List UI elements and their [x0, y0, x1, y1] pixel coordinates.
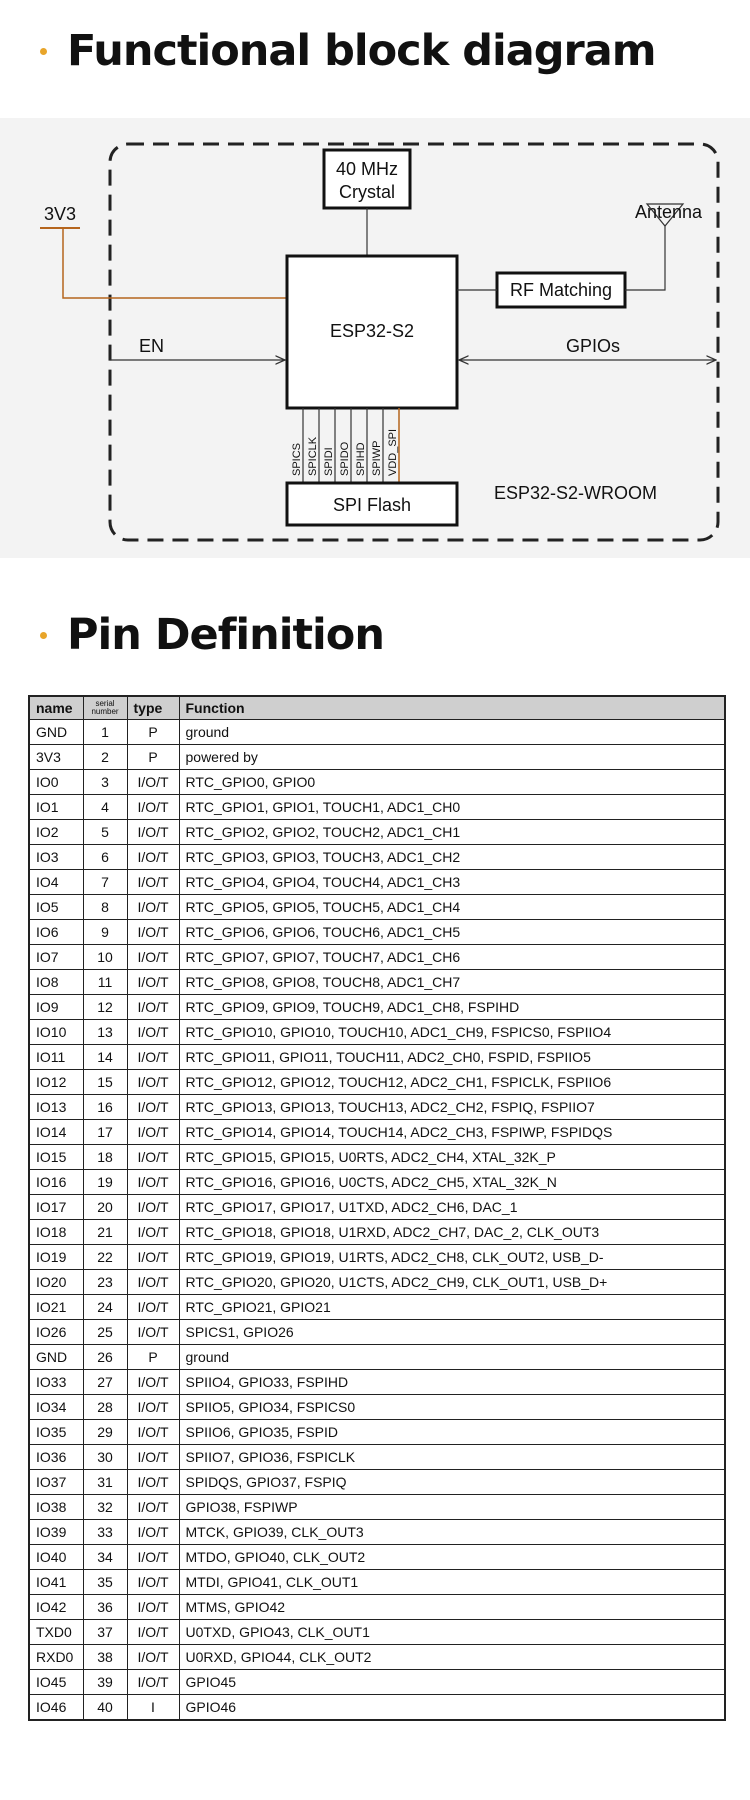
table-row	[29, 1095, 725, 1120]
pin-type-cell: I/O/T	[127, 1620, 179, 1645]
table-row	[29, 1495, 725, 1520]
serial-number-cell: 32	[83, 1495, 127, 1520]
table-row	[29, 820, 725, 845]
pin-name-cell: IO17	[29, 1195, 83, 1220]
function-cell: powered by	[179, 745, 725, 770]
serial-number-cell: 26	[83, 1345, 127, 1370]
pin-type-cell: I/O/T	[127, 870, 179, 895]
table-row	[29, 1295, 725, 1320]
spi-signal-label: SPICS	[291, 442, 303, 476]
pin-type-cell: I/O/T	[127, 945, 179, 970]
pin-name-cell: 3V3	[29, 745, 83, 770]
pin-name-cell: IO26	[29, 1320, 83, 1345]
pin-name-cell: IO41	[29, 1570, 83, 1595]
spi-signal-label: SPIHD	[355, 442, 367, 476]
pin-name-cell: IO11	[29, 1045, 83, 1070]
pin-name-cell: IO3	[29, 845, 83, 870]
serial-number-cell: 11	[83, 970, 127, 995]
serial-number-cell: 15	[83, 1070, 127, 1095]
function-cell: SPICS1, GPIO26	[179, 1320, 725, 1345]
function-cell: RTC_GPIO4, GPIO4, TOUCH4, ADC1_CH3	[179, 870, 725, 895]
pin-name-cell: IO13	[29, 1095, 83, 1120]
pin-name-cell: TXD0	[29, 1620, 83, 1645]
pin-type-cell: I/O/T	[127, 1395, 179, 1420]
pin-type-cell: I/O/T	[127, 1320, 179, 1345]
table-row	[29, 745, 725, 770]
antenna-feed	[625, 226, 665, 290]
serial-number-cell: 38	[83, 1645, 127, 1670]
table-row	[29, 945, 725, 970]
pin-type-cell: I/O/T	[127, 1245, 179, 1270]
pin-type-cell: I/O/T	[127, 1070, 179, 1095]
pin-type-cell: I/O/T	[127, 1370, 179, 1395]
function-cell: SPIDQS, GPIO37, FSPIQ	[179, 1470, 725, 1495]
function-cell: SPIIO6, GPIO35, FSPID	[179, 1420, 725, 1445]
serial-number-cell: 39	[83, 1670, 127, 1695]
header-serial	[83, 696, 127, 720]
table-row	[29, 1620, 725, 1645]
function-cell: RTC_GPIO21, GPIO21	[179, 1295, 725, 1320]
pin-type-cell: I/O/T	[127, 995, 179, 1020]
serial-number-cell: 23	[83, 1270, 127, 1295]
table-row	[29, 1420, 725, 1445]
pin-name-cell: RXD0	[29, 1645, 83, 1670]
bullet-dot-icon	[40, 632, 47, 639]
rf-matching-label: RF Matching	[509, 280, 613, 300]
function-cell: RTC_GPIO9, GPIO9, TOUCH9, ADC1_CH8, FSPIHD	[179, 995, 725, 1020]
pin-type-cell: I/O/T	[127, 795, 179, 820]
power-trace	[63, 228, 287, 298]
power-label: 3V3	[44, 204, 77, 224]
serial-number-cell: 18	[83, 1145, 127, 1170]
table-row	[29, 1695, 725, 1721]
header-serial-line2: number	[91, 707, 119, 716]
pin-name-cell: IO9	[29, 995, 83, 1020]
serial-number-cell: 6	[83, 845, 127, 870]
header-type: type	[127, 696, 179, 720]
table-row	[29, 995, 725, 1020]
serial-number-cell: 22	[83, 1245, 127, 1270]
pin-name-cell: IO19	[29, 1245, 83, 1270]
pin-type-cell: P	[127, 1345, 179, 1370]
table-row	[29, 1445, 725, 1470]
function-cell: GPIO45	[179, 1670, 725, 1695]
pin-type-cell: I	[127, 1695, 179, 1721]
serial-number-cell: 28	[83, 1395, 127, 1420]
pin-type-cell: I/O/T	[127, 970, 179, 995]
pin-type-cell: I/O/T	[127, 1495, 179, 1520]
function-cell: RTC_GPIO3, GPIO3, TOUCH3, ADC1_CH2	[179, 845, 725, 870]
pin-type-cell: I/O/T	[127, 1120, 179, 1145]
serial-number-cell: 21	[83, 1220, 127, 1245]
block-diagram-svg	[0, 118, 750, 558]
serial-number-cell: 8	[83, 895, 127, 920]
pin-table	[28, 695, 726, 1721]
serial-number-cell: 17	[83, 1120, 127, 1145]
spi-signal-label: SPIDO	[339, 441, 351, 476]
pin-name-cell: IO18	[29, 1220, 83, 1245]
table-row	[29, 845, 725, 870]
pin-name-cell: IO5	[29, 895, 83, 920]
serial-number-cell: 40	[83, 1695, 127, 1721]
table-row	[29, 895, 725, 920]
function-cell: RTC_GPIO1, GPIO1, TOUCH1, ADC1_CH0	[179, 795, 725, 820]
spi-signal-label: SPIWP	[371, 440, 383, 476]
serial-number-cell: 33	[83, 1520, 127, 1545]
table-row	[29, 1570, 725, 1595]
pin-type-cell: I/O/T	[127, 1570, 179, 1595]
table-row	[29, 1245, 725, 1270]
block-diagram-heading	[40, 26, 656, 76]
table-row	[29, 795, 725, 820]
function-cell: RTC_GPIO13, GPIO13, TOUCH13, ADC2_CH2, FSPIQ, FSPIIO7	[179, 1095, 725, 1120]
pin-name-cell: IO2	[29, 820, 83, 845]
pin-name-cell: IO37	[29, 1470, 83, 1495]
module-label: ESP32-S2-WROOM	[494, 483, 658, 503]
pin-type-cell: I/O/T	[127, 1170, 179, 1195]
header-serial-line1: serial	[95, 699, 115, 708]
function-cell: RTC_GPIO10, GPIO10, TOUCH10, ADC1_CH9, FSPICS0, FSPIIO4	[179, 1020, 725, 1045]
table-row	[29, 1195, 725, 1220]
function-cell: RTC_GPIO19, GPIO19, U1RTS, ADC2_CH8, CLK_OUT2, USB_D-	[179, 1245, 725, 1270]
spi-flash-label: SPI Flash	[332, 495, 412, 515]
table-header-row	[29, 696, 725, 720]
pin-type-cell: P	[127, 745, 179, 770]
pin-type-cell: I/O/T	[127, 1420, 179, 1445]
serial-number-cell: 37	[83, 1620, 127, 1645]
pin-name-cell: IO38	[29, 1495, 83, 1520]
function-cell: RTC_GPIO8, GPIO8, TOUCH8, ADC1_CH7	[179, 970, 725, 995]
function-cell: MTMS, GPIO42	[179, 1595, 725, 1620]
serial-number-cell: 20	[83, 1195, 127, 1220]
table-row	[29, 870, 725, 895]
pin-name-cell: IO35	[29, 1420, 83, 1445]
function-cell: RTC_GPIO11, GPIO11, TOUCH11, ADC2_CH0, FSPID, FSPIIO5	[179, 1045, 725, 1070]
serial-number-cell: 30	[83, 1445, 127, 1470]
pin-name-cell: GND	[29, 720, 83, 745]
pin-name-cell: IO16	[29, 1170, 83, 1195]
serial-number-cell: 34	[83, 1545, 127, 1570]
pin-name-cell: IO7	[29, 945, 83, 970]
table-row	[29, 1070, 725, 1095]
pin-type-cell: I/O/T	[127, 1645, 179, 1670]
table-row	[29, 1020, 725, 1045]
table-row	[29, 1270, 725, 1295]
pin-name-cell: IO34	[29, 1395, 83, 1420]
function-cell: MTDI, GPIO41, CLK_OUT1	[179, 1570, 725, 1595]
pin-definition-title: Pin Definition	[67, 610, 384, 660]
spi-bus	[291, 408, 399, 483]
table-row	[29, 1045, 725, 1070]
pin-type-cell: I/O/T	[127, 1220, 179, 1245]
table-row	[29, 1345, 725, 1370]
function-cell: RTC_GPIO18, GPIO18, U1RXD, ADC2_CH7, DAC_2, CLK_OUT3	[179, 1220, 725, 1245]
table-row	[29, 1220, 725, 1245]
serial-number-cell: 29	[83, 1420, 127, 1445]
function-cell: RTC_GPIO17, GPIO17, U1TXD, ADC2_CH6, DAC_1	[179, 1195, 725, 1220]
function-cell: GPIO38, FSPIWP	[179, 1495, 725, 1520]
serial-number-cell: 12	[83, 995, 127, 1020]
pin-type-cell: I/O/T	[127, 1595, 179, 1620]
serial-number-cell: 31	[83, 1470, 127, 1495]
pin-type-cell: I/O/T	[127, 770, 179, 795]
function-cell: RTC_GPIO16, GPIO16, U0CTS, ADC2_CH5, XTAL_32K_N	[179, 1170, 725, 1195]
header-name: name	[29, 696, 83, 720]
pin-name-cell: IO42	[29, 1595, 83, 1620]
serial-number-cell: 2	[83, 745, 127, 770]
serial-number-cell: 25	[83, 1320, 127, 1345]
pin-name-cell: IO36	[29, 1445, 83, 1470]
table-row	[29, 1120, 725, 1145]
spi-signal-label: SPICLK	[307, 436, 319, 476]
pin-type-cell: I/O/T	[127, 1195, 179, 1220]
pin-type-cell: I/O/T	[127, 1670, 179, 1695]
chip-label: ESP32-S2	[329, 321, 415, 341]
function-cell: RTC_GPIO12, GPIO12, TOUCH12, ADC2_CH1, FSPICLK, FSPIIO6	[179, 1070, 725, 1095]
function-cell: MTCK, GPIO39, CLK_OUT3	[179, 1520, 725, 1545]
function-cell: ground	[179, 720, 725, 745]
function-cell: RTC_GPIO20, GPIO20, U1CTS, ADC2_CH9, CLK_OUT1, USB_D+	[179, 1270, 725, 1295]
serial-number-cell: 10	[83, 945, 127, 970]
pin-name-cell: IO39	[29, 1520, 83, 1545]
crystal-label-line1: 40 MHz	[335, 159, 399, 179]
pin-name-cell: IO12	[29, 1070, 83, 1095]
table-row	[29, 720, 725, 745]
pin-type-cell: I/O/T	[127, 1145, 179, 1170]
function-cell: MTDO, GPIO40, CLK_OUT2	[179, 1545, 725, 1570]
block-diagram-title: Functional block diagram	[67, 26, 656, 76]
serial-number-cell: 9	[83, 920, 127, 945]
serial-number-cell: 19	[83, 1170, 127, 1195]
pin-type-cell: I/O/T	[127, 1445, 179, 1470]
table-row	[29, 1645, 725, 1670]
function-cell: RTC_GPIO5, GPIO5, TOUCH5, ADC1_CH4	[179, 895, 725, 920]
function-cell: RTC_GPIO7, GPIO7, TOUCH7, ADC1_CH6	[179, 945, 725, 970]
pin-name-cell: IO14	[29, 1120, 83, 1145]
table-row	[29, 1170, 725, 1195]
pin-name-cell: IO1	[29, 795, 83, 820]
serial-number-cell: 36	[83, 1595, 127, 1620]
pin-type-cell: I/O/T	[127, 1295, 179, 1320]
pin-type-cell: I/O/T	[127, 1545, 179, 1570]
serial-number-cell: 14	[83, 1045, 127, 1070]
pin-type-cell: I/O/T	[127, 895, 179, 920]
pin-type-cell: I/O/T	[127, 920, 179, 945]
function-cell: RTC_GPIO2, GPIO2, TOUCH2, ADC1_CH1	[179, 820, 725, 845]
serial-number-cell: 7	[83, 870, 127, 895]
function-cell: ground	[179, 1345, 725, 1370]
function-cell: RTC_GPIO14, GPIO14, TOUCH14, ADC2_CH3, FSPIWP, FSPIDQS	[179, 1120, 725, 1145]
table-row	[29, 1145, 725, 1170]
serial-number-cell: 5	[83, 820, 127, 845]
pin-name-cell: IO4	[29, 870, 83, 895]
pin-type-cell: I/O/T	[127, 1020, 179, 1045]
pin-type-cell: I/O/T	[127, 1470, 179, 1495]
spi-signal-label: VDD_SPI	[387, 428, 399, 476]
table-row	[29, 1320, 725, 1345]
pin-type-cell: I/O/T	[127, 820, 179, 845]
pin-type-cell: P	[127, 720, 179, 745]
pin-type-cell: I/O/T	[127, 1095, 179, 1120]
function-cell: RTC_GPIO6, GPIO6, TOUCH6, ADC1_CH5	[179, 920, 725, 945]
function-cell: RTC_GPIO15, GPIO15, U0RTS, ADC2_CH4, XTAL_32K_P	[179, 1145, 725, 1170]
pin-name-cell: IO40	[29, 1545, 83, 1570]
antenna-label: Antenna	[635, 202, 703, 222]
table-row	[29, 920, 725, 945]
pin-name-cell: IO46	[29, 1695, 83, 1721]
pin-name-cell: IO10	[29, 1020, 83, 1045]
pin-name-cell: IO45	[29, 1670, 83, 1695]
gpio-label: GPIOs	[566, 336, 621, 356]
function-cell: SPIIO7, GPIO36, FSPICLK	[179, 1445, 725, 1470]
bullet-dot-icon	[40, 48, 47, 55]
function-cell: U0TXD, GPIO43, CLK_OUT1	[179, 1620, 725, 1645]
pin-name-cell: IO8	[29, 970, 83, 995]
pin-type-cell: I/O/T	[127, 1270, 179, 1295]
enable-label: EN	[139, 336, 165, 356]
function-cell: GPIO46	[179, 1695, 725, 1721]
table-row	[29, 770, 725, 795]
pin-name-cell: IO33	[29, 1370, 83, 1395]
pin-type-cell: I/O/T	[127, 845, 179, 870]
table-row	[29, 1545, 725, 1570]
pin-name-cell: IO20	[29, 1270, 83, 1295]
block-diagram	[0, 118, 750, 558]
pin-type-cell: I/O/T	[127, 1520, 179, 1545]
function-cell: RTC_GPIO0, GPIO0	[179, 770, 725, 795]
serial-number-cell: 3	[83, 770, 127, 795]
table-row	[29, 970, 725, 995]
pin-definition-heading	[40, 610, 384, 660]
serial-number-cell: 13	[83, 1020, 127, 1045]
serial-number-cell: 27	[83, 1370, 127, 1395]
serial-number-cell: 16	[83, 1095, 127, 1120]
serial-number-cell: 4	[83, 795, 127, 820]
pin-type-cell: I/O/T	[127, 1045, 179, 1070]
table-row	[29, 1395, 725, 1420]
table-row	[29, 1595, 725, 1620]
pin-name-cell: GND	[29, 1345, 83, 1370]
serial-number-cell: 1	[83, 720, 127, 745]
crystal-label-line2: Crystal	[338, 182, 396, 202]
pin-name-cell: IO0	[29, 770, 83, 795]
spi-signal-label: SPIDI	[323, 447, 335, 476]
function-cell: U0RXD, GPIO44, CLK_OUT2	[179, 1645, 725, 1670]
table-row	[29, 1470, 725, 1495]
table-row	[29, 1670, 725, 1695]
pin-name-cell: IO21	[29, 1295, 83, 1320]
table-row	[29, 1370, 725, 1395]
serial-number-cell: 35	[83, 1570, 127, 1595]
table-row	[29, 1520, 725, 1545]
header-function: Function	[179, 696, 725, 720]
pin-name-cell: IO15	[29, 1145, 83, 1170]
serial-number-cell: 24	[83, 1295, 127, 1320]
function-cell: SPIIO4, GPIO33, FSPIHD	[179, 1370, 725, 1395]
pin-name-cell: IO6	[29, 920, 83, 945]
function-cell: SPIIO5, GPIO34, FSPICS0	[179, 1395, 725, 1420]
